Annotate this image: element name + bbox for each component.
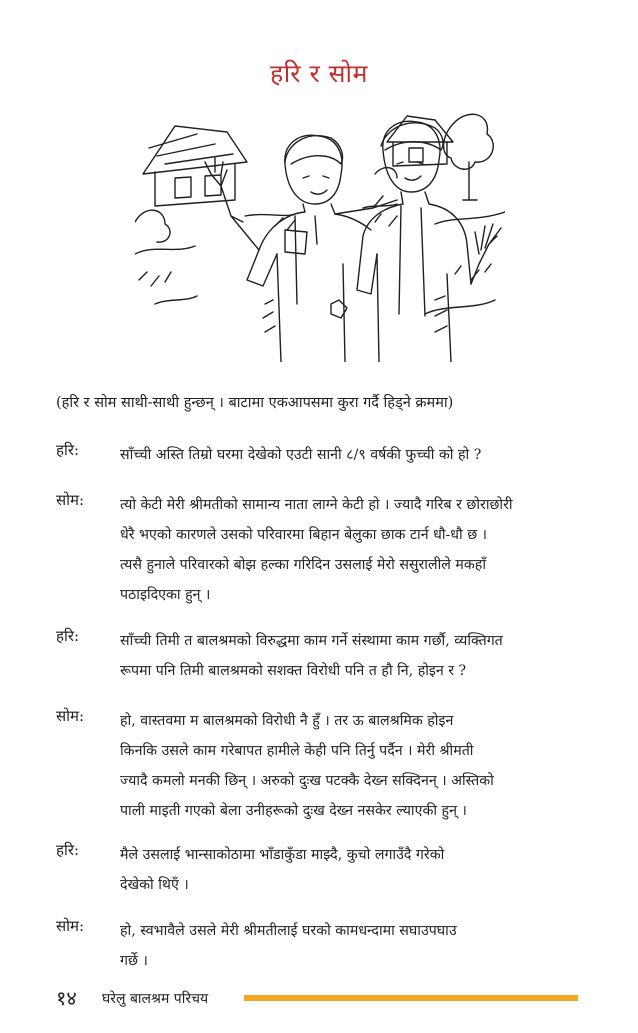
speech-line: गर्छे ।	[120, 953, 148, 969]
speech-text	[120, 706, 590, 826]
page-title: हरि र सोम	[270, 59, 368, 88]
speech-text	[120, 840, 590, 900]
speech-line: हो, स्वभावैले उसले मेरी श्रीमतीलाई घरको कामधन्दामा सघाउपघाउ	[120, 923, 457, 939]
speech-text	[120, 490, 590, 610]
speaker-name: सोम:	[56, 491, 85, 509]
two-friends-illustration	[135, 104, 505, 362]
speaker-name: सोम:	[56, 917, 85, 935]
speech-line: रूपमा पनि तिमी बालश्रमको सशक्त विरोधी पनि त हौ नि, होइन र ?	[120, 663, 467, 679]
speaker-name: हरि:	[56, 841, 80, 859]
speech-line: धेरै भएको कारणले उसको परिवारमा बिहान बेलुका छाक टार्न धौ-धौ छ ।	[120, 527, 488, 543]
speaker-name: हरि:	[56, 441, 80, 459]
speech-line: मैले उसलाई भान्साकोठामा भाँडाकुँडा माझ्दै, कुचो लगाउँदै गरेको	[120, 847, 445, 863]
speech-line: देखेको थिएँ ।	[120, 877, 189, 893]
intro-stage-direction: (हरि र सोम साथी-साथी हुन्छन् । बाटामा एकआपसमा कुरा गर्दै हिड्ने क्रममा)	[56, 395, 454, 411]
speaker-name: हरि:	[56, 627, 80, 645]
footer-book-title: घरेलु बालश्रम परिचय	[102, 991, 209, 1007]
speech-text	[120, 440, 590, 470]
footer-accent-bar	[244, 995, 578, 1001]
speech-line: त्यो केटी मेरी श्रीमतीको सामान्य नाता लाग्ने केटी हो । ज्यादै गरिब र छोराछोरी	[120, 497, 513, 513]
speech-line: हो, वास्तवमा म बालश्रमको विरोधी नै हुँ । तर ऊ बालश्रमिक होइन	[120, 713, 454, 729]
speech-text	[120, 916, 590, 976]
speech-line: किनकि उसले काम गरेबापत हामीले केही पनि तिर्नु पर्दैन । मेरी श्रीमती	[120, 743, 474, 759]
speech-line: साँच्ची तिमी त बालश्रमको विरुद्धमा काम गर्ने संस्थामा काम गर्छौ, व्यक्तिगत	[120, 633, 503, 649]
speaker-name: सोम:	[56, 707, 85, 725]
speech-text	[120, 626, 590, 686]
speech-line: पाली माइती गएको बेला उनीहरूको दुःख देख्न नसकेर ल्याएकी हुन् ।	[120, 803, 467, 819]
speech-line: साँच्ची अस्ति तिम्रो घरमा देखेको एउटी सानी ८/९ वर्षकी फुच्ची को हो ?	[120, 447, 482, 463]
speech-line: ज्यादै कमलो मनकी छिन् । अरुको दुःख पटक्कै देख्न सक्दिनन् । अस्तिको	[120, 773, 494, 789]
page-footer	[56, 984, 580, 1016]
speech-line: पठाइदिएका हुन् ।	[120, 587, 211, 603]
page-number: १४	[56, 986, 77, 1010]
speech-line: त्यसै हुनाले परिवारको बोझ हल्का गरिदिन उसलाई मेरो ससुरालीले मकहाँ	[120, 557, 486, 573]
